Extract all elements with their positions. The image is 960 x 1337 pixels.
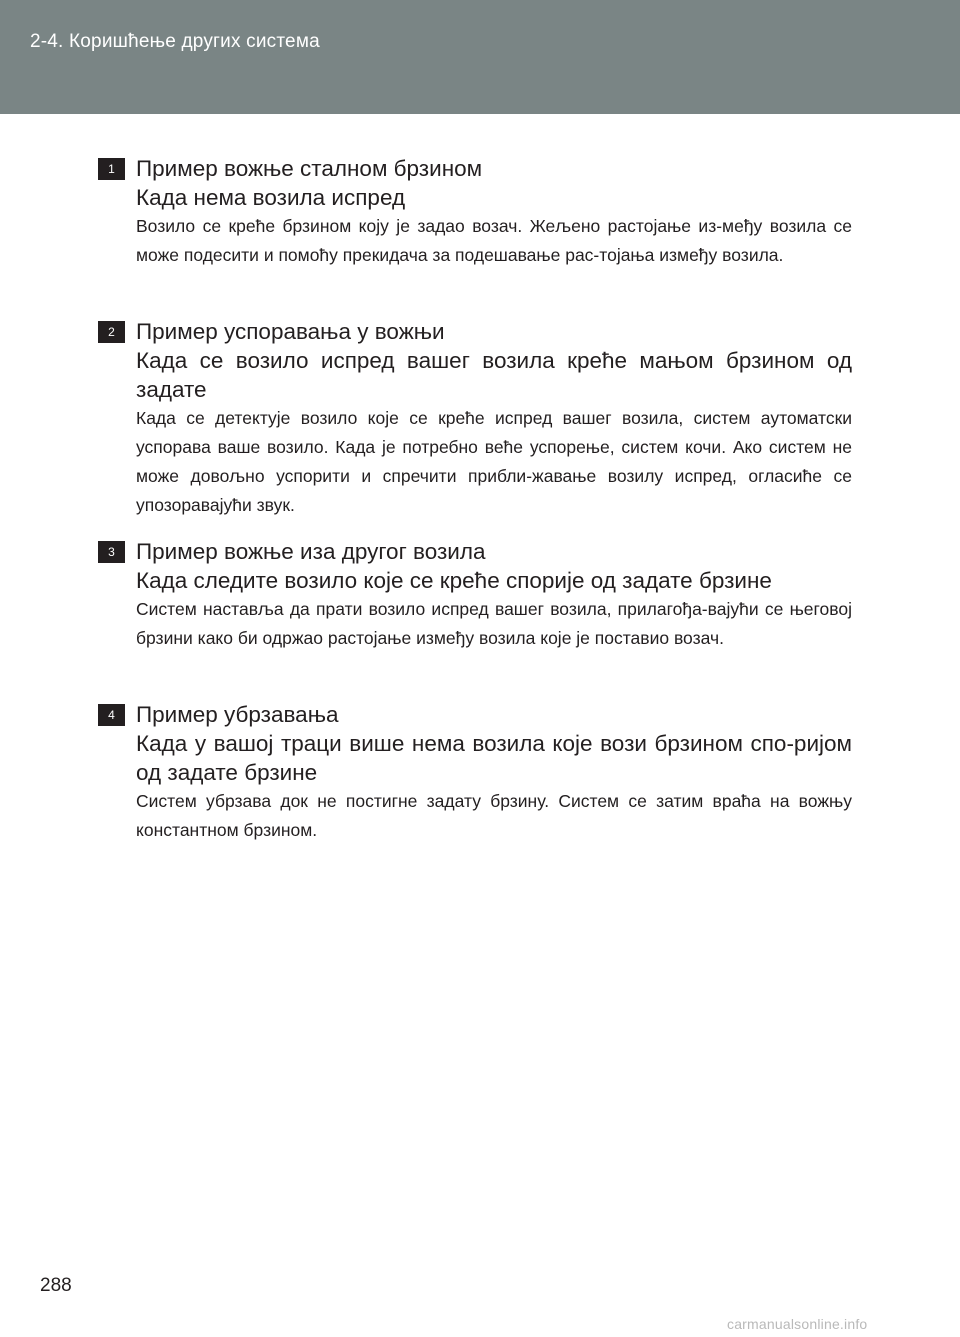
section-content (136, 700, 852, 845)
section-subheading: Када у вашој траци више нема возила које вози брзином спо-ријом од задате брзине (136, 731, 852, 785)
page-number: 288 (40, 1275, 72, 1296)
section-content (136, 317, 852, 520)
section-content (136, 537, 852, 653)
step-badge: 3 (98, 541, 125, 563)
section-heading: Пример вожње сталном брзином (136, 156, 483, 181)
section-body: Возило се креће брзином коју је задао возач. Жељено растојање из-међу возила се може подесити и помоћу прекидача за подешавање рас-тојања између возила. (136, 216, 852, 265)
section-body: Систем убрзава док не постигне задату брзину. Систем се затим враћа на вожњу константном брзином. (136, 791, 852, 840)
section-title: 2-4. Коришћење других система (30, 31, 320, 52)
step-badge: 4 (98, 704, 125, 726)
section-heading: Пример успоравања у вожњи (136, 319, 445, 344)
step-badge: 2 (98, 321, 125, 343)
section-content (136, 154, 852, 270)
section-heading: Пример вожње иза другог возила (136, 539, 486, 564)
section-body: Када се детектује возило које се креће испред вашег возила, систем аутоматски успорава ваше возило. Када је потребно веће успорење, систем кочи. Ако систем не може довољно успорити и спречити прибли-жавање возилу испред, огласиће се упозоравајући звук. (136, 408, 852, 515)
section-body: Систем наставља да прати возило испред вашег возила, прилагођа-вајући се његовој брзини како би одржао растојање између возила које је поставио возач. (136, 599, 852, 648)
section-subheading: Када следите возило које се креће спорије од задате брзине (136, 568, 772, 593)
step-badge: 1 (98, 158, 125, 180)
section-heading: Пример убрзавања (136, 702, 339, 727)
watermark: carmanualsonline.info (727, 1316, 868, 1332)
page-header (0, 0, 960, 114)
section-subheading: Када нема возила испред (136, 185, 406, 210)
section-subheading: Када се возило испред вашег возила креће мањом брзином од задате (136, 348, 852, 402)
